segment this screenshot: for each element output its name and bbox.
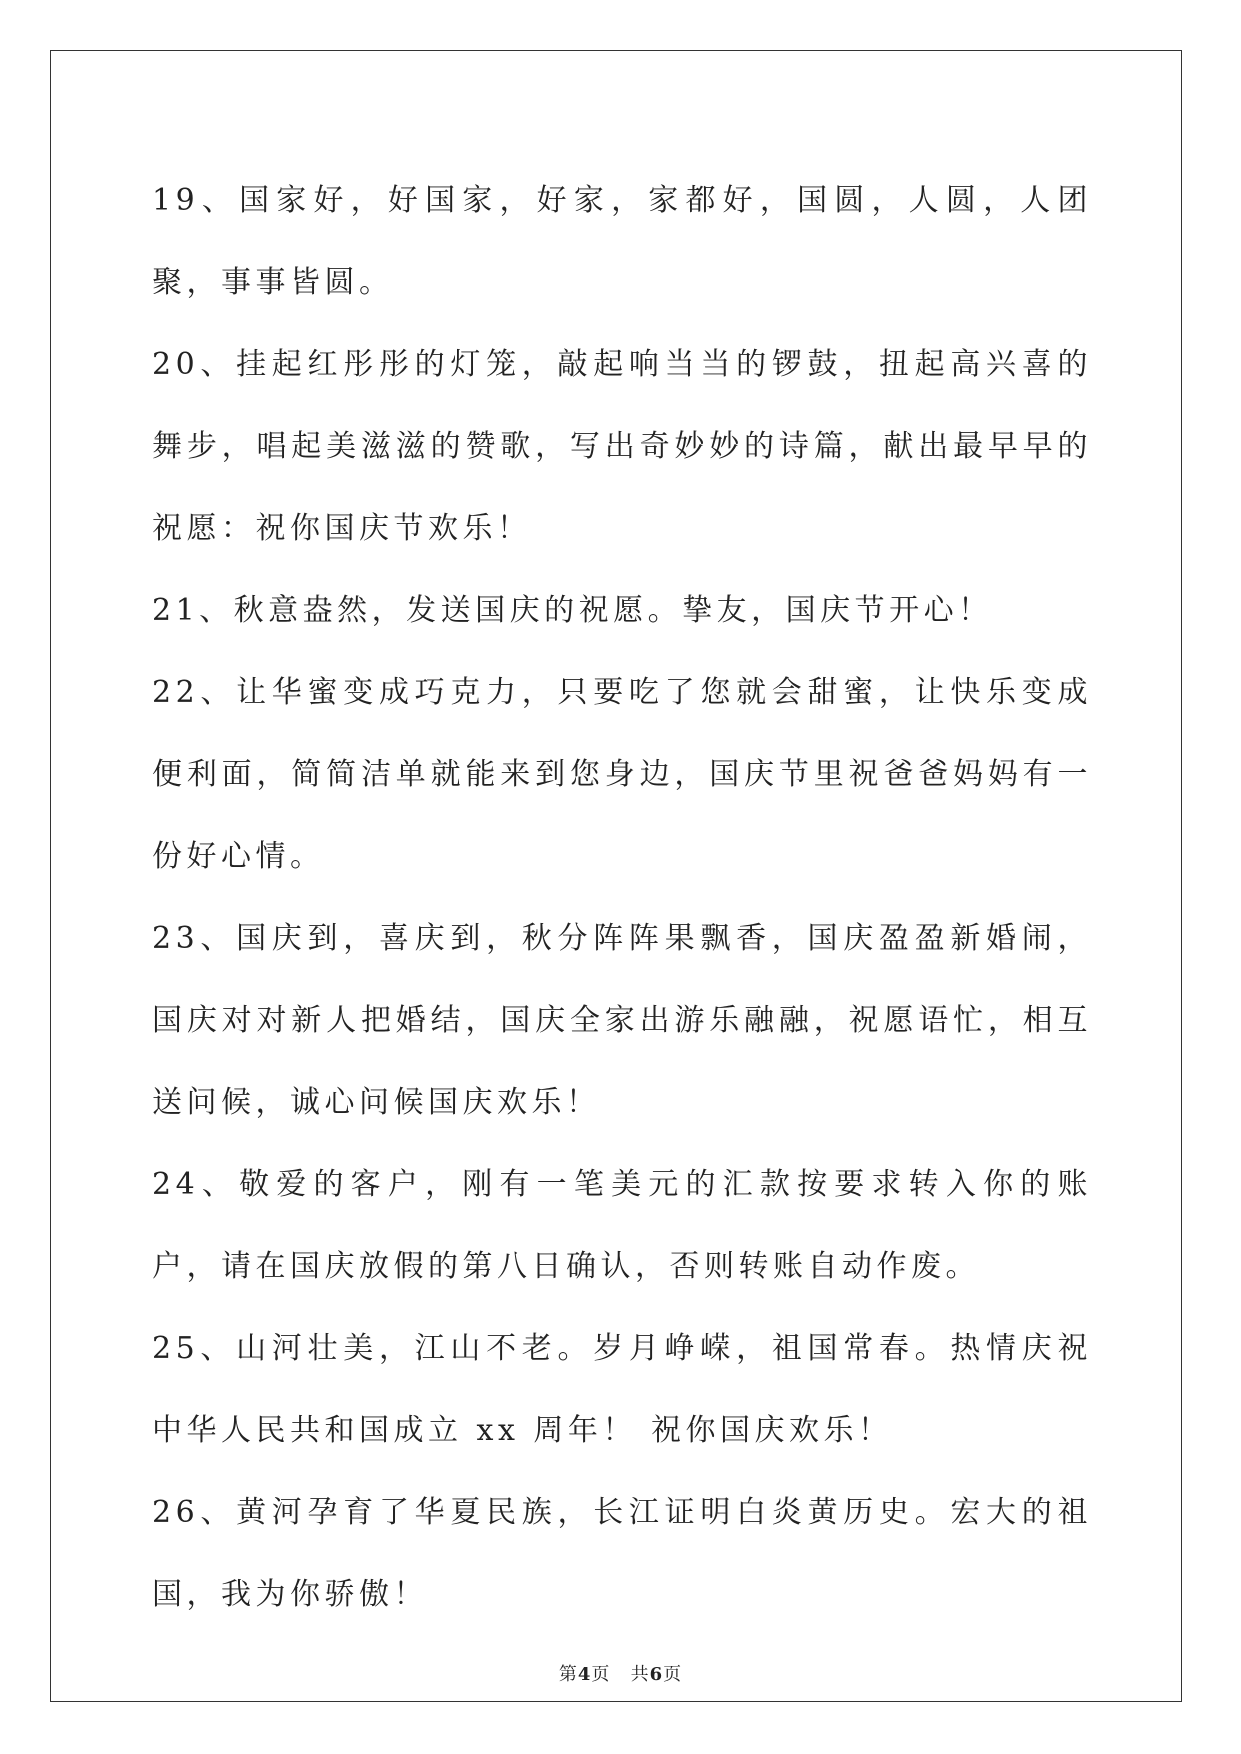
footer-total-suffix: 页 xyxy=(663,1664,683,1685)
paragraph-22: 22、让华蜜变成巧克力，只要吃了您就会甜蜜，让快乐变成便利面，简简洁单就能来到您身边，国庆节里祝爸爸妈妈有一份好心情。 xyxy=(152,675,1092,874)
footer-page-suffix: 页 xyxy=(591,1664,611,1685)
paragraph-25: 25、山河壮美，江山不老。岁月峥嵘，祖国常春。热情庆祝中华人民共和国成立 xx 周年！ 祝你国庆欢乐！ xyxy=(152,1331,1092,1448)
paragraph-21: 21、秋意盎然，发送国庆的祝愿。挚友，国庆节开心！ xyxy=(152,593,993,628)
footer-prefix: 第 xyxy=(558,1664,578,1685)
footer-page-number: 4 xyxy=(577,1664,592,1685)
footer-total-pages: 6 xyxy=(649,1664,664,1685)
document-body xyxy=(152,160,1092,1636)
paragraph-26: 26、黄河孕育了华夏民族，长江证明白炎黄历史。宏大的祖国，我为你骄傲！ xyxy=(152,1495,1092,1612)
paragraph-20: 20、挂起红彤彤的灯笼，敲起响当当的锣鼓，扭起高兴喜的舞步，唱起美滋滋的赞歌，写出奇妙妙的诗篇，献出最早早的祝愿：祝你国庆节欢乐！ xyxy=(152,347,1092,546)
footer-total-prefix: 共 xyxy=(630,1664,650,1685)
paragraph-19: 19、国家好，好国家，好家，家都好，国圆，人圆，人团聚，事事皆圆。 xyxy=(152,183,1092,300)
paragraph-23: 23、国庆到，喜庆到，秋分阵阵果飘香，国庆盈盈新婚闹，国庆对对新人把婚结，国庆全家出游乐融融，祝愿语忙，相互送问候，诚心问候国庆欢乐！ xyxy=(152,921,1092,1120)
page-footer xyxy=(0,1660,1241,1686)
paragraph-24: 24、敬爱的客户，刚有一笔美元的汇款按要求转入你的账户，请在国庆放假的第八日确认，否则转账自动作废。 xyxy=(152,1167,1092,1284)
